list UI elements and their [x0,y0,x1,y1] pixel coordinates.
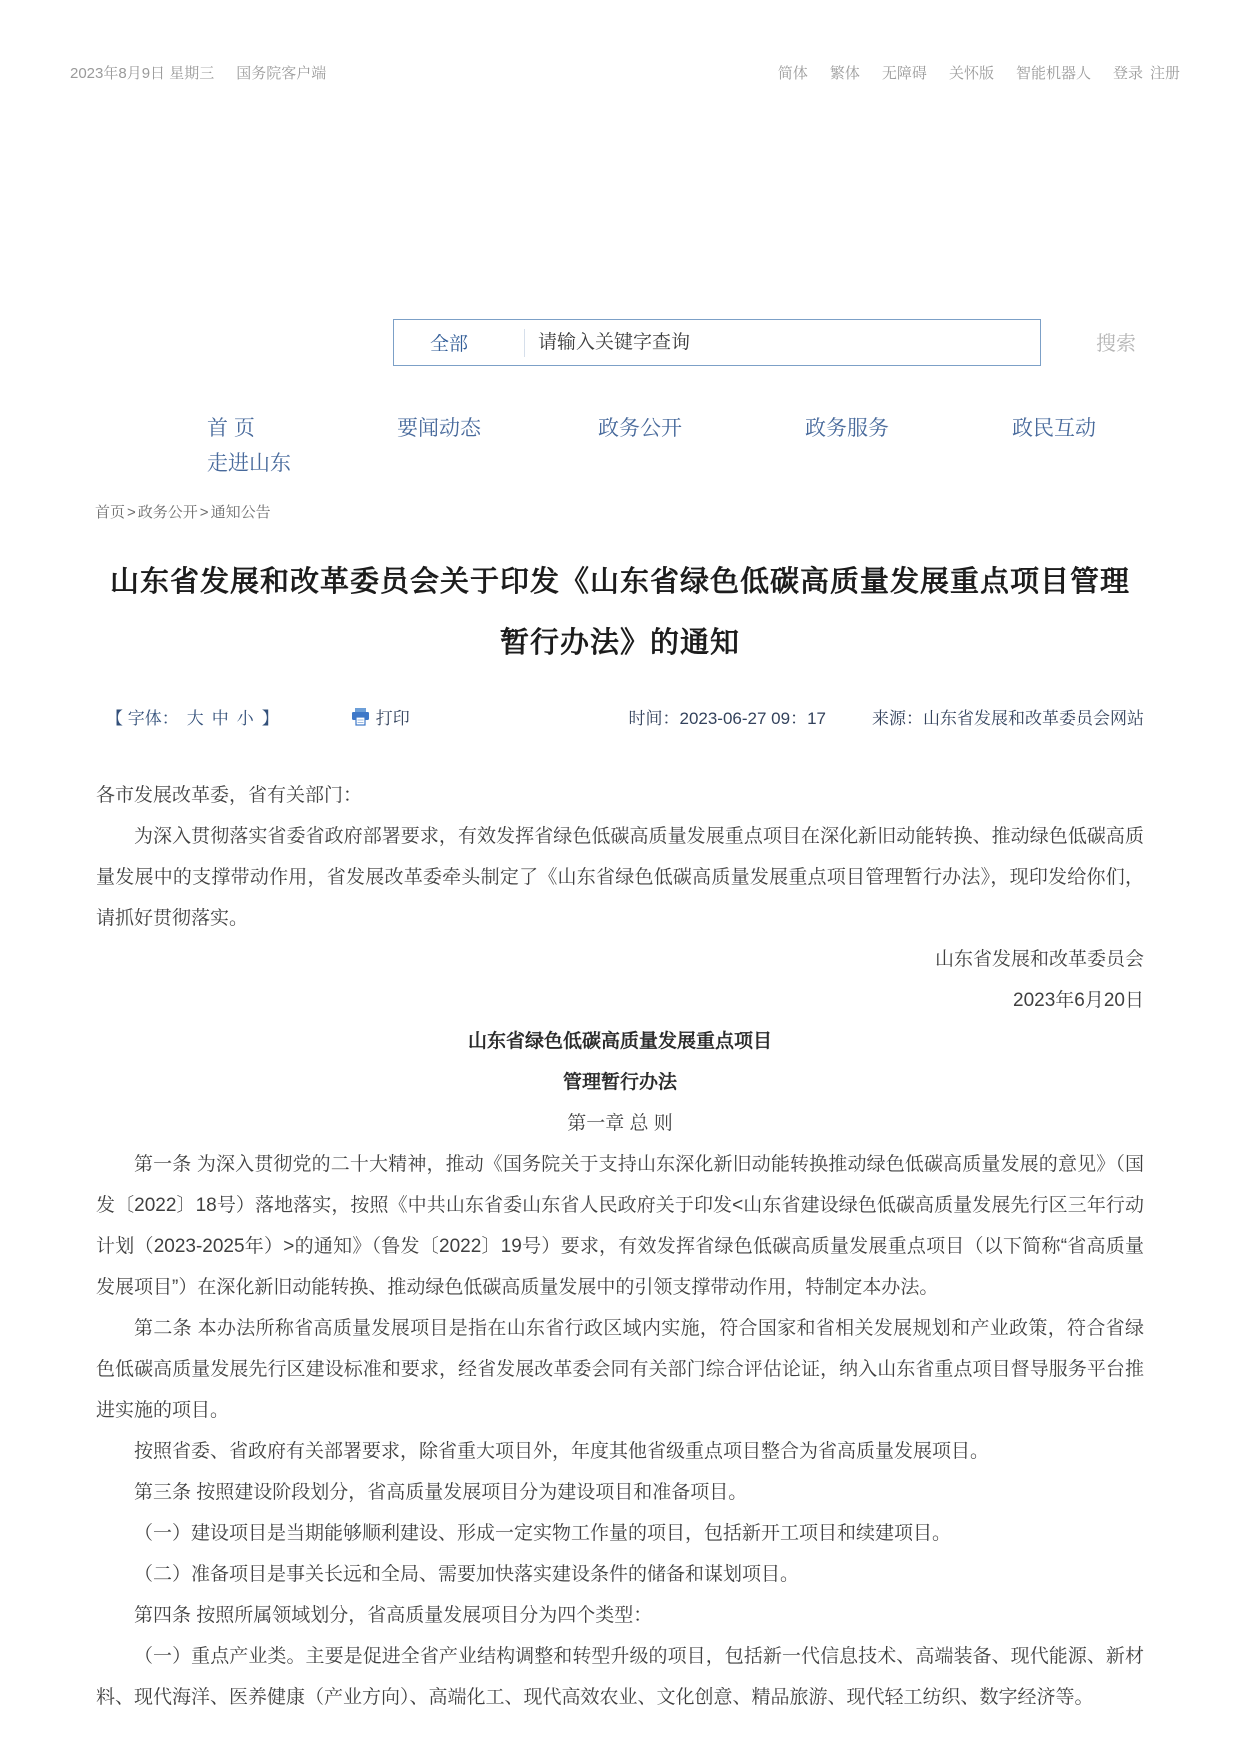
breadcrumb-separator: > [199,504,209,521]
nav-gov-services[interactable]: 政务服务 [805,417,889,440]
print-label: 打印 [375,709,410,728]
breadcrumb-separator: > [127,504,136,521]
care-version-link[interactable]: 关怀版 [948,65,994,82]
chapter-heading: 第一章 总 则 [567,1113,673,1134]
search-category-dropdown[interactable]: 全部 [430,334,469,355]
search-box [393,319,1041,366]
traditional-link[interactable]: 繁体 [829,65,860,82]
body-paragraph: 第三条 按照建设阶段划分，省高质量发展项目分为建设项目和准备项目。 [134,1482,748,1503]
nav-news[interactable]: 要闻动态 [397,417,481,440]
doc-subtitle-line1: 山东省绿色低碳高质量发展重点项目 [467,1031,772,1052]
salutation: 各市发展改革委，省有关部门： [96,785,363,806]
signature-org: 山东省发展和改革委员会 [934,949,1144,970]
breadcrumb-home[interactable]: 首页 [95,504,126,521]
breadcrumb [95,501,271,522]
nav-about-shandong[interactable]: 走进山东 [207,452,291,475]
robot-link[interactable]: 智能机器人 [1015,65,1091,82]
current-date: 2023年8月9日 星期三 [70,65,215,82]
gov-client-link[interactable]: 国务院客户端 [236,65,327,82]
print-button[interactable] [351,704,410,729]
search-button[interactable]: 搜索 [1096,327,1136,356]
body-paragraph: 按照省委、省政府有关部署要求，除省重大项目外，年度其他省级重点项目整合为省高质量发展项目。 [134,1441,990,1462]
font-label: 【 字体： [106,709,179,728]
nav-gov-affairs[interactable]: 政务公开 [598,417,682,440]
publish-time: 时间：2023-06-27 09：17 [628,709,826,728]
body-paragraph: （一）建设项目是当期能够顺利建设、形成一定实物工作量的项目，包括新开工项目和续建项目。 [134,1523,952,1544]
article-container [96,540,1144,1718]
font-label-end: 】 [261,709,279,728]
search-input[interactable] [525,320,1040,365]
breadcrumb-gov-affairs[interactable]: 政务公开 [137,504,198,521]
signature-date: 2023年6月20日 [1013,990,1144,1011]
nav-home[interactable]: 首 页 [207,417,255,440]
font-size-control [106,704,279,729]
topbar-right [778,62,1180,83]
auth-group [1113,62,1180,83]
font-size-large[interactable]: 大 [186,709,204,728]
body-paragraph: 第二条 本办法所称省高质量发展项目是指在山东省行政区域内实施，符合国家和省相关发展规划和产业政策，符合省绿色低碳高质量发展先行区建设标准和要求，经省发展改革委会同有关部门综合评估论证，纳入山东省重点项目督导服务平台推进实施的项目。 [96,1318,1144,1421]
body-paragraph: 第一条 为深入贯彻党的二十大精神，推动《国务院关于支持山东深化新旧动能转换推动绿色低碳高质量发展的意见》（国发〔2022〕18号）落地落实，按照《中共山东省委山东省人民政府关于印发<山东省建设绿色低碳高质量发展先行区三年行动计划（2023-2025年）>的通知》（鲁发〔2022〕19号）要求，有效发挥省绿色低碳高质量发展重点项目（以下简称“省高质量发展项目”）在深化新旧动能转换、推动绿色低碳高质量发展中的引领支撑带动作用，特制定本办法。 [96,1154,1144,1298]
article-body [96,775,1144,1718]
body-paragraph: 第四条 按照所属领域划分，省高质量发展项目分为四个类型： [134,1605,653,1626]
breadcrumb-current: 通知公告 [210,504,271,521]
body-paragraph: 为深入贯彻落实省委省政府部署要求，有效发挥省绿色低碳高质量发展重点项目在深化新旧动能转换、推动绿色低碳高质量发展中的支撑带动作用，省发展改革委牵头制定了《山东省绿色低碳高质量发展重点项目管理暂行办法》，现印发给你们，请抓好贯彻落实。 [96,826,1144,929]
nav-interaction[interactable]: 政民互动 [1012,417,1096,440]
doc-subtitle-line2: 管理暂行办法 [562,1072,677,1093]
simplified-link[interactable]: 简体 [777,65,808,82]
font-size-medium[interactable]: 中 [211,709,229,728]
login-link[interactable]: 登录 [1112,65,1143,82]
body-paragraph: （二）准备项目是事关长远和全局、需要加快落实建设条件的储备和谋划项目。 [134,1564,800,1585]
register-link[interactable]: 注册 [1149,65,1180,82]
topbar-left [70,62,326,83]
printer-icon [351,707,370,726]
font-size-small[interactable]: 小 [236,709,254,728]
accessibility-link[interactable]: 无障碍 [881,65,927,82]
article-meta [96,704,1144,729]
source-label: 来源：山东省发展和改革委员会网站 [872,709,1144,728]
page-title: 山东省发展和改革委员会关于印发《山东省绿色低碳高质量发展重点项目管理暂行办法》的通知 [109,566,1130,659]
body-paragraph: （一）重点产业类。主要是促进全省产业结构调整和转型升级的项目，包括新一代信息技术、高端装备、现代能源、新材料、现代海洋、医养健康（产业方向）、高端化工、现代高效农业、文化创意、精品旅游、现代轻工纺织、数字经济等。 [96,1646,1144,1708]
